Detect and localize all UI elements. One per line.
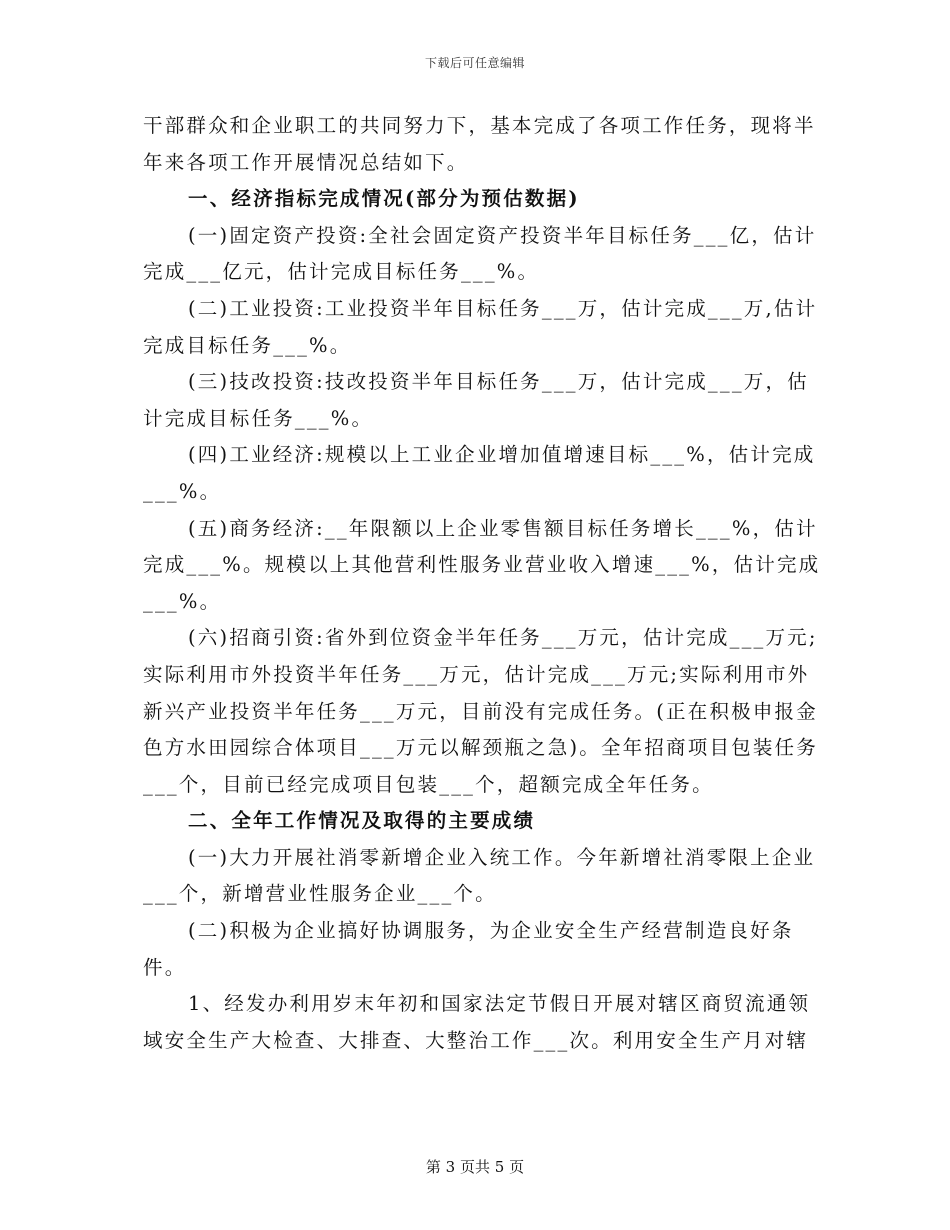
paragraph-fixed-asset-investment: (一)固定资产投资:全社会固定资产投资半年目标任务___亿，估计完成___亿元，估计完成目标任务___%。 <box>143 223 817 284</box>
paragraph-industrial-economy: (四)工业经济:规模以上工业企业增加值增速目标___%，估计完成___%。 <box>143 443 816 503</box>
paragraph-new-enterprises: (一)大力开展社消零新增企业入统工作。今年新增社消零限上企业___个，新增营业性服务企业___个。 <box>143 845 816 906</box>
paragraph-tech-upgrade-investment: (三)技改投资:技改投资半年目标任务___万，估计完成___万，估计完成目标任务___%。 <box>143 370 809 430</box>
paragraph-commerce-economy: (五)商务经济:__年限额以上企业零售额目标任务增长___%，估计完成___%。规模以上其他营利性服务业营业收入增速___%，估计完成___%。 <box>143 516 821 613</box>
paragraph-coordination-service: (二)积极为企业搞好协调服务，为企业安全生产经营制造良好条件。 <box>143 919 794 979</box>
page-header: 下载后可任意编辑 <box>424 56 525 70</box>
paragraph-industrial-investment: (二)工业投资:工业投资半年目标任务___万，估计完成___万,估计完成目标任务___%。 <box>143 296 818 357</box>
paragraph-safety-inspection: 1、经发办利用岁末年初和国家法定节假日开展对辖区商贸流通领域安全生产大检查、大排查、大整治工作___次。利用安全生产月对辖 <box>143 992 811 1052</box>
document-body <box>143 108 823 1059</box>
paragraph-investment-attraction: (六)招商引资:省外到位资金半年任务___万元，估计完成___万元;实际利用市外投资半年任务___万元，估计完成___万元;实际利用市外新兴产业投资半年任务___万元，目前没有完成任务。(正在积极申报金色方水田园综合体项目___万元以解颈瓶之急)。全年招商项目包装任务___个，目前已经完成项目包装___个，超额完成全年任务。 <box>143 626 818 796</box>
page-footer-page-number: 第 3 页共 5 页 <box>425 1158 525 1176</box>
section-heading-2: 二、全年工作情况及取得的主要成绩 <box>188 809 536 833</box>
section-heading-1: 一、经济指标完成情况(部分为预估数据) <box>188 187 580 211</box>
paragraph-intro: 干部群众和企业职工的共同努力下，基本完成了各项工作任务，现将半年来各项工作开展情况总结如下。 <box>143 114 816 174</box>
